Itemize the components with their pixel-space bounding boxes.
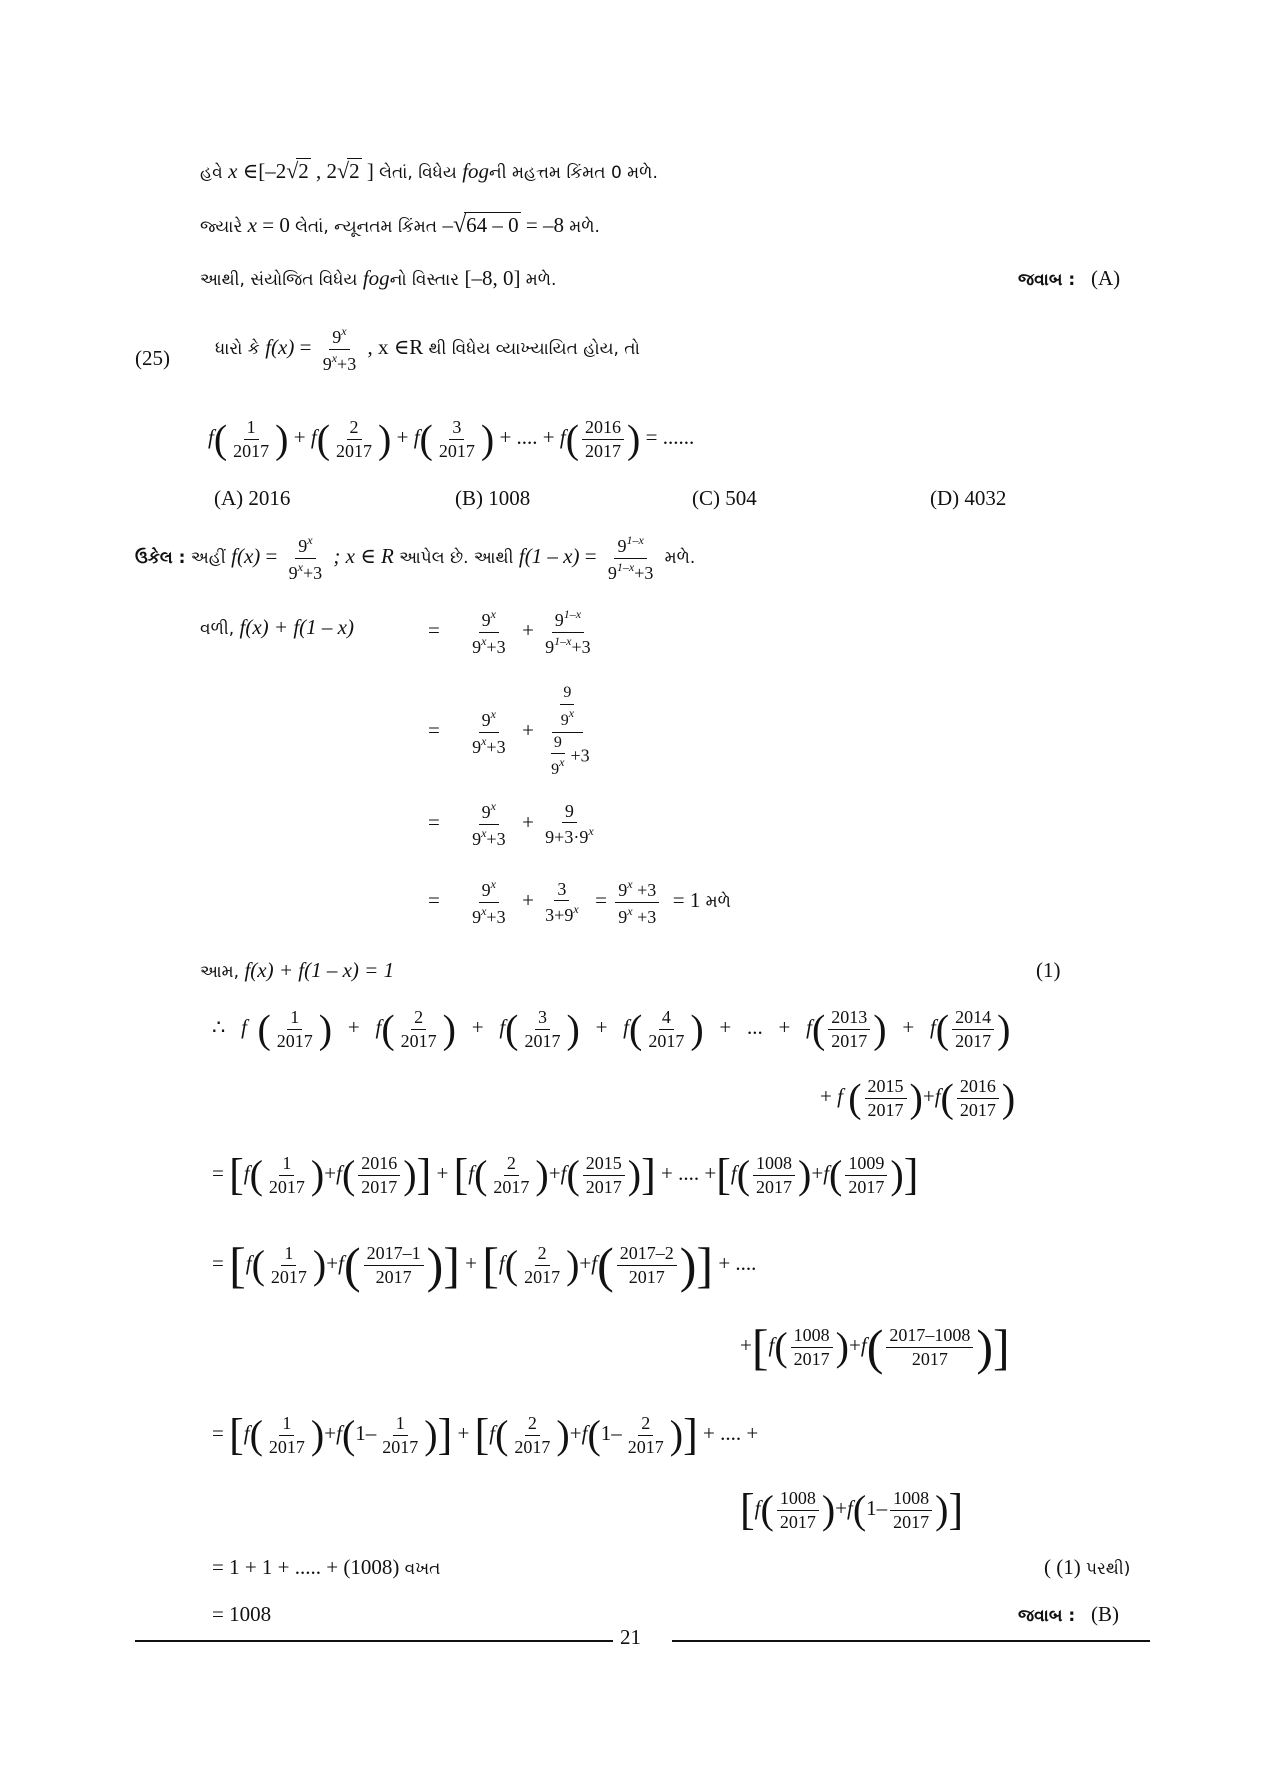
option-c: (C) 504	[692, 486, 757, 510]
line-min-value: જ્યારે x = 0 લેતાં, ન્યૂનતમ કિંમત –√64 – 0 = –8 મળે.	[200, 212, 600, 238]
step-8-cont: +[f( $\frac{1008}{2017}$ )+f( $\frac{2017-1008}{2017}$ )]	[740, 1319, 1010, 1375]
text-fragment: નો વિસ્તાર	[389, 270, 465, 290]
answer-label: જવાબ :	[1018, 270, 1076, 290]
step-6-cont: + f ( $\frac{2015}{2017}$ )+f( $\frac{2016}{2017}$ )	[820, 1075, 1016, 1121]
answer-value: (A)	[1090, 266, 1121, 290]
text-fragment: મળે.	[525, 270, 557, 290]
var-x: x	[247, 213, 257, 237]
text-fragment: =	[294, 335, 317, 360]
step-1-rhs: = $\frac{9^x}{9^x+3}$ + $\frac{9^{1-x}}{9^{1-x}+3}$	[428, 607, 591, 657]
step-4: = $\frac{9^x}{9^x+3}$ + $\frac{3}{3+9^x}$ = $\frac{9^x +3}{9^x +3}$ = 1 મળે	[428, 877, 731, 927]
sqrt-arg: 2	[298, 159, 309, 183]
text-fragment: = 0	[256, 213, 296, 237]
text-fragment: ∈[–2	[237, 159, 287, 183]
step-8: = [f( $\frac{1}{2017}$ )+f( $\frac{2017-1}{2017}$ )] + [f( $\frac{2}{2017}$ )+f( $\frac{2017-2}{2017}$ )] + ....	[212, 1237, 757, 1293]
question-number: (25)	[135, 346, 170, 370]
step-2: = $\frac{9^x}{9^x+3}$ + $\frac{9}{9^x}$ $\frac{9}{9^x}$ +3	[428, 684, 590, 779]
text-fragment: ધારો કે	[215, 339, 266, 360]
line-range	[200, 266, 556, 291]
solution-label: ઉકેલ :	[135, 548, 186, 569]
line-max-value: હવે x ∈[–2√2 , 2√2 ] લેતાં, વિધેય fogની મહત્તમ કિંમત 0 મળે.	[200, 158, 658, 183]
eq-tag-1: (1)	[1036, 958, 1061, 982]
step-3: = $\frac{9^x}{9^x+3}$ + $\frac{9}{9+3\cdot 9^x}$	[428, 799, 594, 849]
text-fragment: [–8, 0]	[464, 266, 526, 290]
footer-rule-left	[135, 1640, 613, 1642]
step-6: ∴ f ( $\frac{1}{2017}$ ) + f( $\frac{2}{2017}$ ) + f( $\frac{3}{2017}$ ) + f( $\frac{4}{2017}$ ) + ... + f( $\frac{2013}{2017}$ ) + f( $\frac{2014}{2017}$ )	[212, 1006, 1011, 1052]
answer-b	[1018, 1602, 1119, 1627]
text-fragment: = –8	[520, 213, 570, 237]
option-b: (B) 1008	[455, 486, 531, 510]
fraction: $\frac{9^x}{9^x+3}$	[322, 324, 357, 374]
text-fragment: મળે.	[569, 217, 600, 237]
text-fragment: , x ∈R	[367, 335, 429, 360]
text-fragment: જ્યારે	[200, 217, 248, 237]
text-fragment: હવે	[200, 163, 229, 183]
answer-a	[1018, 266, 1120, 291]
text-fragment: થી વિધેય વ્યાખ્યાયિત હોય, તો	[428, 339, 640, 360]
step-1-lhs: વળી, f(x) + f(1 – x)	[200, 615, 354, 639]
var-x: x	[228, 159, 238, 183]
step-10: = 1 + 1 + ..... + (1008) વખત	[212, 1555, 441, 1579]
eq-reference: ( (1) પરથી)	[1044, 1555, 1131, 1579]
solution-intro: ઉકેલ : અહીં f(x) = $\frac{9^x}{9^x+3}$ ; x ∈ R આપેલ છે. આથી f(1 – x) = $\frac{9^{1-x}}{9^{1-x}+3}$ મળે.	[135, 533, 696, 583]
fog-symbol: fog	[462, 159, 490, 183]
step-9: = [f( $\frac{1}{2017}$ )+f(1– $\frac{1}{2017}$ )] + [f( $\frac{2}{2017}$ )+f(1– $\frac{2}{2017}$ )] + .... +	[212, 1410, 759, 1459]
option-d: (D) 4032	[930, 486, 1007, 510]
sum-expression: f( $\frac{1}{2017}$ ) + f( $\frac{2}{2017}$ ) + f( $\frac{3}{2017}$ ) + .... + f( $\frac{2016}{2017}$ ) = ......	[208, 416, 695, 462]
text-fragment: આથી, સંયોજિત વિધેય	[200, 270, 363, 290]
footer-rule-right	[672, 1640, 1150, 1642]
fx-symbol: f(x)	[265, 335, 295, 360]
sqrt-arg: 2	[349, 159, 360, 183]
fog-symbol: fog	[362, 266, 390, 290]
text-fragment: લેતાં, ન્યૂનતમ કિંમત	[295, 217, 443, 237]
text-fragment: , 2	[310, 159, 338, 183]
step-5: આમ, f(x) + f(1 – x) = 1	[200, 958, 395, 982]
text-fragment: ]	[361, 159, 380, 183]
sqrt-arg: 64 – 0	[466, 213, 519, 237]
step-7: = [f( $\frac{1}{2017}$ )+f( $\frac{2016}{2017}$ )] + [f( $\frac{2}{2017}$ )+f( $\frac{2015}{2017}$ )] + .... +[f( $\frac{1008}{2017}$ )+f( $\frac{1009}{2017}$ )]	[212, 1150, 919, 1199]
question-text	[215, 325, 640, 374]
answer-value: (B)	[1090, 1602, 1119, 1626]
step-9-cont: [f( $\frac{1008}{2017}$ )+f(1– $\frac{1008}{2017}$ )]	[740, 1485, 964, 1534]
final-result: = 1008	[212, 1602, 272, 1626]
page-number: 21	[620, 1625, 641, 1649]
option-a: (A) 2016	[214, 486, 291, 510]
text-fragment: ની મહત્તમ કિંમત 0 મળે.	[489, 163, 658, 183]
text-fragment: લેતાં, વિધેય	[379, 163, 463, 183]
answer-label: જવાબ :	[1018, 1606, 1076, 1626]
text-fragment: –	[442, 213, 453, 237]
